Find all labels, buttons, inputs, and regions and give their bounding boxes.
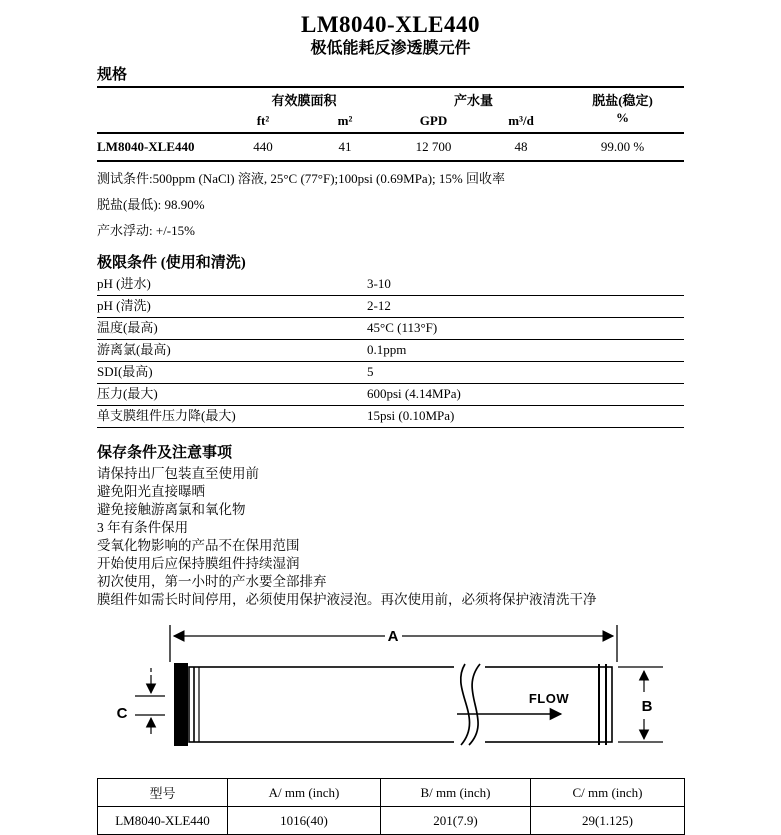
page-title: LM8040-XLE440 [301, 12, 480, 37]
dimensions-table [97, 778, 685, 835]
spec-unit-header-row [97, 110, 684, 133]
storage-notes [97, 465, 684, 609]
limit-value: 600psi (4.14MPa) [367, 386, 461, 401]
storage-note: 避免接触游离氯和氧化物 [97, 502, 246, 517]
limit-row-temperature [97, 318, 684, 340]
min-rejection-note: 脱盐(最低): 98.90% [97, 197, 205, 212]
storage-note: 避免阳光直接曝晒 [97, 484, 205, 499]
limit-value: 5 [367, 364, 374, 379]
spec-value-rejection: 99.00 % [561, 133, 684, 161]
spec-unit-m2: m² [304, 110, 386, 133]
limit-row-ph-feed [97, 274, 684, 296]
storage-note: 3 年有条件保用 [97, 520, 189, 535]
limit-value: 2-12 [367, 298, 391, 313]
dimensions-header-row [98, 779, 685, 807]
limit-row-ph-cleaning [97, 296, 684, 318]
storage-note: 受氧化物影响的产品不在保用范围 [97, 538, 300, 553]
spec-group-header-row [97, 88, 684, 110]
dimensions-data-row [98, 807, 685, 835]
limit-row-free-chlorine [97, 340, 684, 362]
storage-note: 初次使用，第一小时的产水要全部排弃 [97, 574, 327, 589]
storage-note: 请保持出厂包装直至使用前 [97, 466, 259, 481]
membrane-element-diagram [97, 622, 684, 760]
limit-value: 0.1ppm [367, 342, 407, 357]
dimension-a [170, 625, 617, 662]
limit-label: pH (清洗) [97, 298, 151, 313]
limits-table [97, 274, 684, 428]
limit-label: pH (进水) [97, 276, 151, 291]
limit-label: 单支膜组件压力降(最大) [97, 408, 236, 423]
limit-value: 45°C (113°F) [367, 320, 438, 335]
section-heading-specifications: 规格 [97, 66, 684, 88]
limit-row-pressure [97, 384, 684, 406]
spec-unit-gpd: GPD [386, 110, 481, 133]
dims-header-c: C/ mm (inch) [531, 779, 685, 807]
section-heading-storage: 保存条件及注意事项 [97, 445, 233, 461]
spec-notes [97, 171, 684, 239]
dim-label-a: A [387, 628, 399, 645]
limit-label: 游离氯(最高) [97, 342, 171, 357]
limit-row-sdi [97, 362, 684, 384]
spec-unit-ft2: ft² [222, 110, 304, 133]
spec-value-gpd: 12 700 [386, 133, 481, 161]
spec-group-rejection: 脱盐(稳定) [592, 93, 653, 108]
dims-value-b: 201(7.9) [381, 807, 531, 835]
spec-value-ft2: 440 [222, 133, 304, 161]
spec-value-m2: 41 [304, 133, 386, 161]
spec-unit-m3d: m³/d [481, 110, 561, 133]
flow-tolerance-note: 产水浮动: +/-15% [97, 223, 195, 238]
spec-group-area: 有效膜面积 [271, 93, 337, 108]
spec-data-row [97, 133, 684, 161]
spec-group-flow: 产水量 [454, 93, 494, 108]
limit-label: 压力(最大) [97, 386, 158, 401]
flow-label: FLOW [528, 691, 570, 706]
spec-table [97, 88, 684, 162]
dim-label-b: B [641, 698, 653, 715]
dims-header-a: A/ mm (inch) [228, 779, 381, 807]
limit-row-pressure-drop [97, 406, 684, 428]
dims-value-c: 29(1.125) [531, 807, 685, 835]
element-body [174, 663, 612, 746]
dims-header-model: 型号 [98, 779, 228, 807]
storage-note: 开始使用后应保持膜组件持续湿润 [97, 556, 300, 571]
spec-value-m3d: 48 [481, 133, 561, 161]
storage-note: 膜组件如需长时间停用，必须使用保护液浸泡。再次使用前，必须将保护液清洗干净 [97, 592, 597, 607]
limit-value: 3-10 [367, 276, 391, 291]
dims-value-model: LM8040-XLE440 [98, 807, 228, 835]
dims-value-a: 1016(40) [228, 807, 381, 835]
left-end-cap [174, 663, 188, 746]
section-heading-limits: 极限条件 (使用和清洗) [97, 255, 246, 271]
dimension-c [117, 668, 165, 734]
dims-header-b: B/ mm (inch) [381, 779, 531, 807]
spec-unit-rejection-percent: % [561, 110, 684, 133]
dimension-b [618, 667, 663, 742]
dim-label-c: C [116, 705, 128, 722]
limit-label: 温度(最高) [97, 320, 158, 335]
limit-label: SDI(最高) [97, 364, 153, 379]
page-subtitle: 极低能耗反渗透膜元件 [310, 40, 471, 57]
test-conditions-note: 测试条件:500ppm (NaCl) 溶液, 25°C (77°F);100psi (0.69MPa); 15% 回收率 [97, 171, 505, 186]
limit-value: 15psi (0.10MPa) [367, 408, 455, 423]
spec-model-name: LM8040-XLE440 [97, 133, 222, 161]
